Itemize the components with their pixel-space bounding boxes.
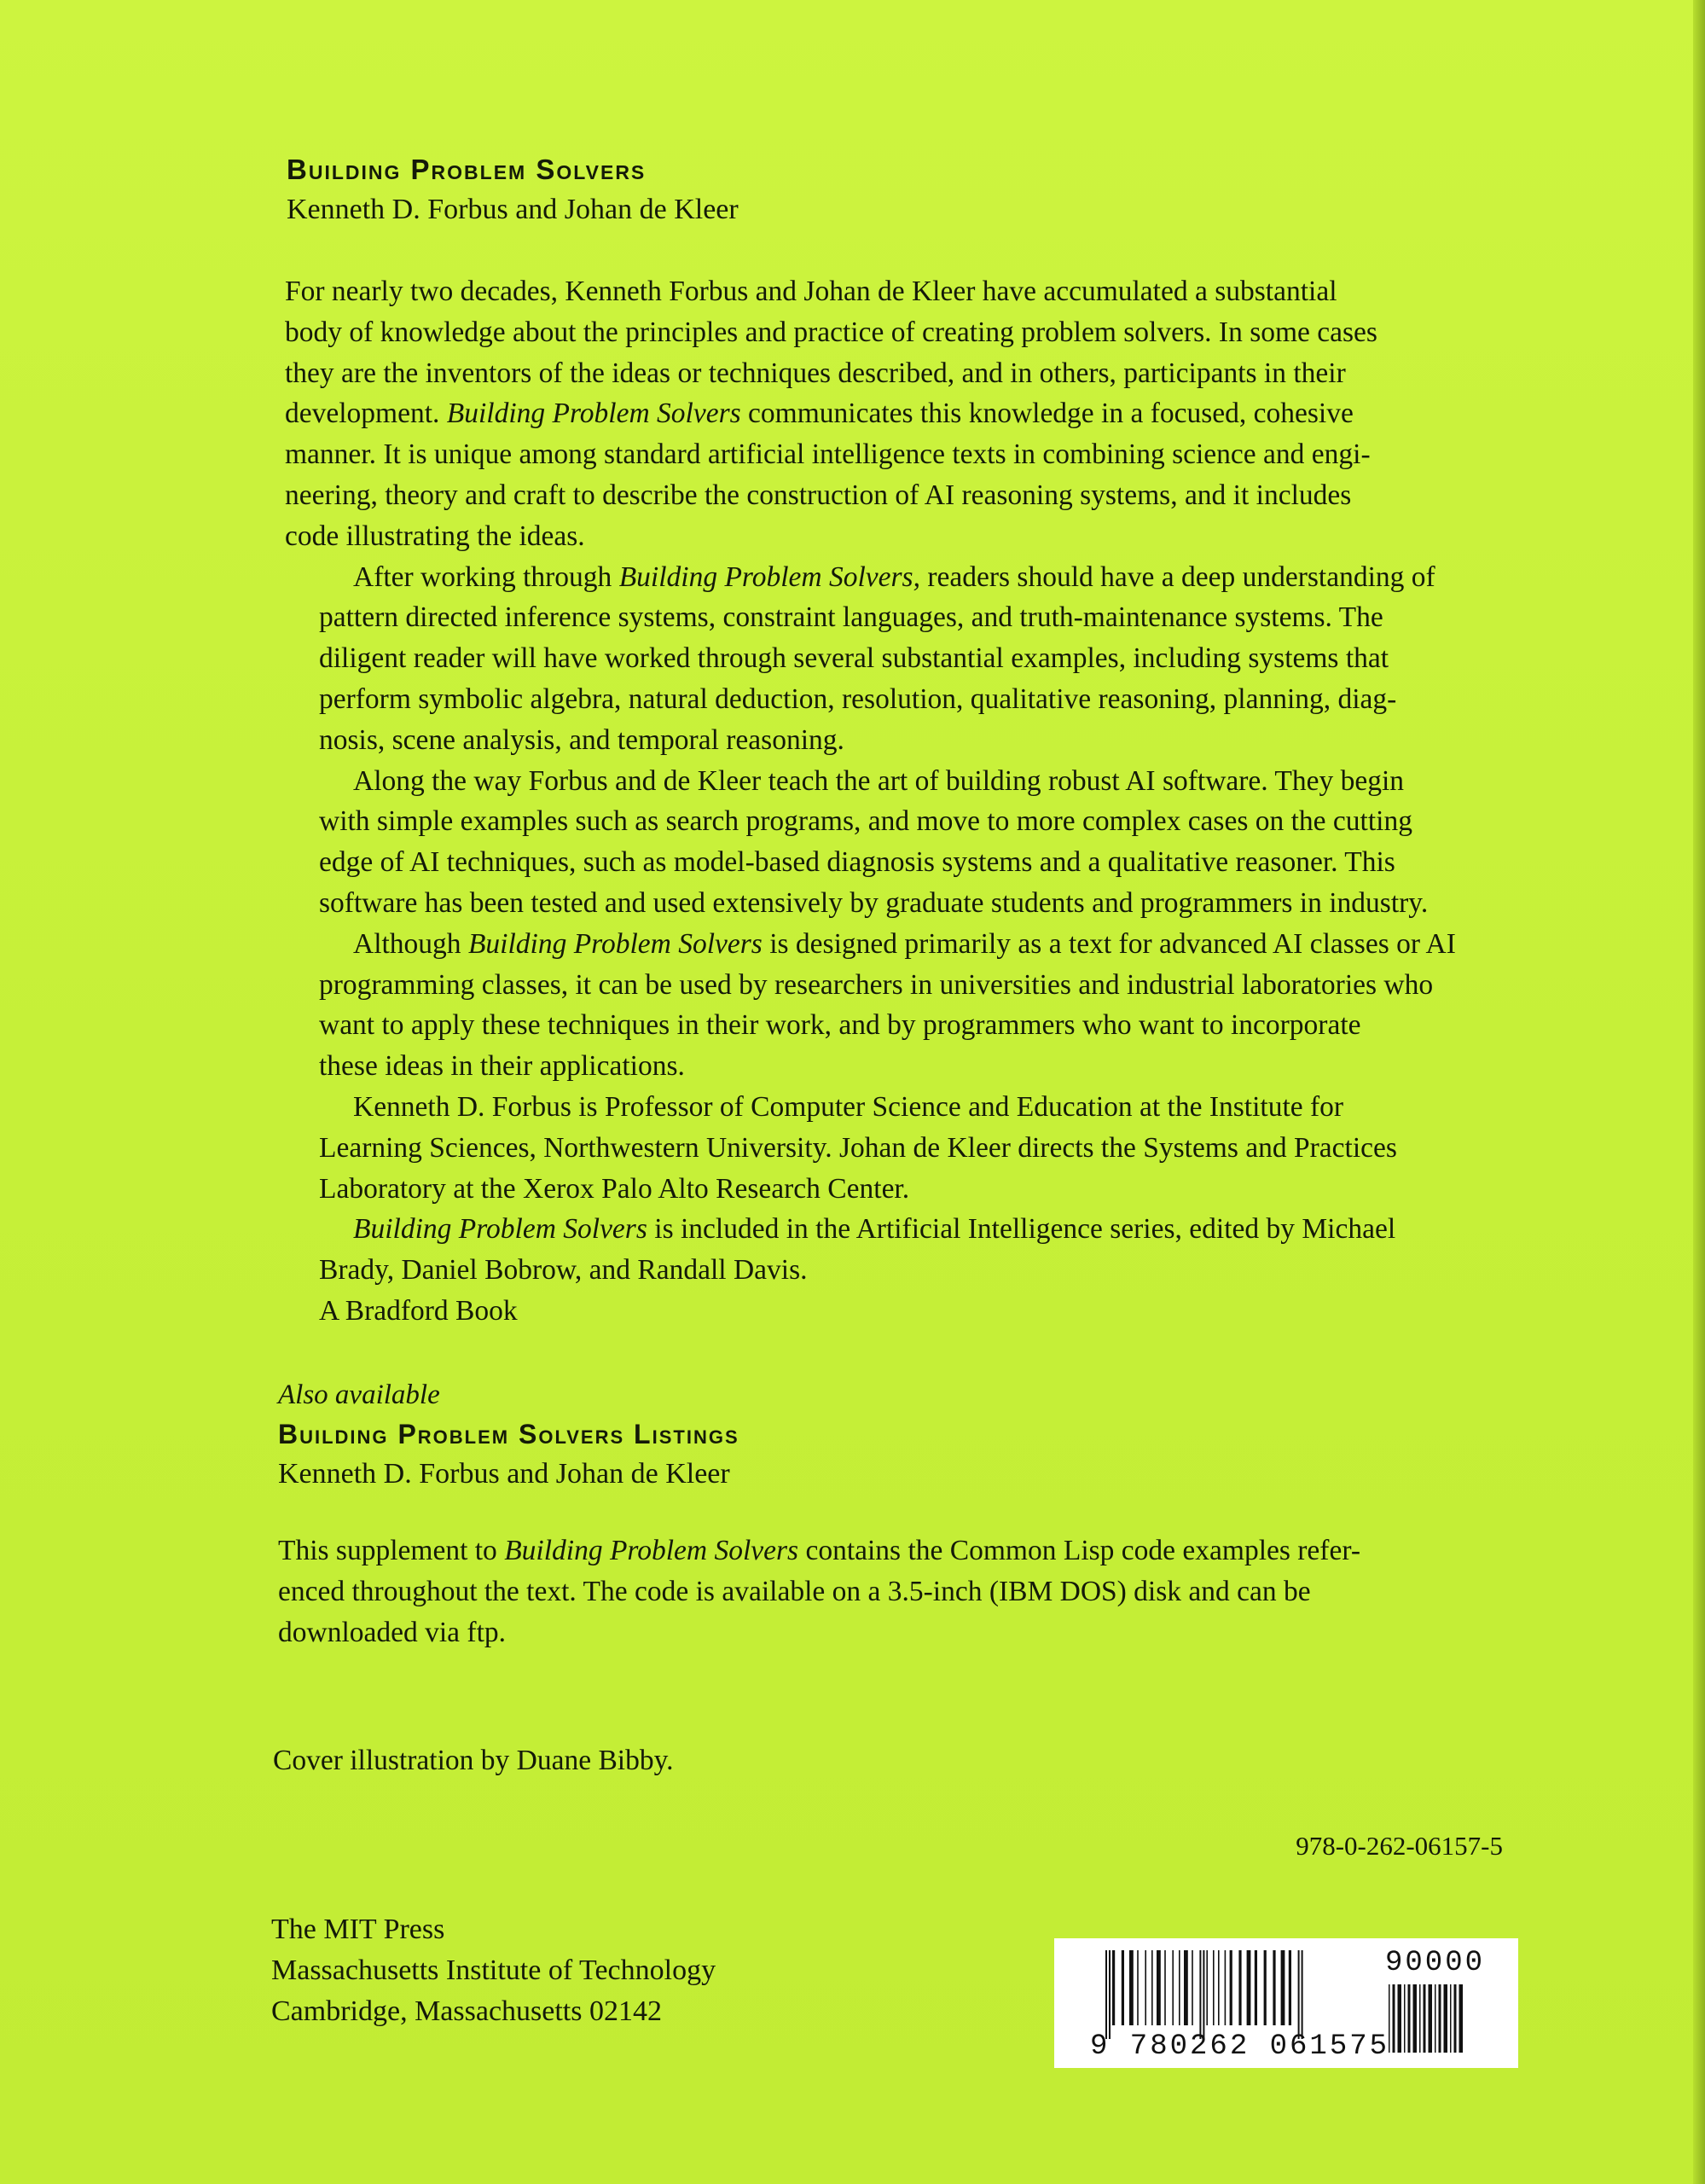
text-line: programming classes, it can be used by researchers in universities and industrial laboratories who <box>319 968 1434 1001</box>
italic-title: Building Problem Solvers, <box>618 561 920 593</box>
text-run: is included in the Artificial Intelligence series, edited by Michael <box>647 1213 1396 1246</box>
barcode-bar <box>1424 1984 1426 2053</box>
barcode-bar <box>1129 1950 1134 2025</box>
barcode-bar <box>1225 1950 1227 2025</box>
description <box>285 271 1522 1332</box>
text-run: development. <box>285 398 447 430</box>
publisher-address <box>271 1909 716 2032</box>
barcode-main-digits: 9 780262 061575 <box>1090 2030 1390 2063</box>
text-line: they are the inventors of the ideas or techniques described, and in others, participants in their <box>285 357 1346 389</box>
barcode-bar <box>1439 1984 1441 2053</box>
barcode-bar <box>1408 1984 1411 2053</box>
barcode-bar <box>1302 1950 1303 2039</box>
barcode-bar <box>1281 1950 1285 2025</box>
barcode-bar <box>1289 1950 1291 2025</box>
text-line: with simple examples such as search programs, and move to more complex cases on the cutting <box>319 805 1412 838</box>
text-line <box>285 924 1522 965</box>
barcode-bar <box>1145 1950 1146 2025</box>
barcode-bar <box>1122 1950 1124 2025</box>
paragraph-1 <box>285 271 1522 557</box>
barcode-bar <box>1435 1984 1436 2053</box>
barcode-bar <box>1429 1984 1433 2053</box>
barcode-bar <box>1255 1950 1257 2025</box>
italic-title: Building Problem Solvers <box>467 927 763 960</box>
text-line: downloaded via ftp. <box>278 1616 507 1648</box>
text-line: Along the way Forbus and de Kleer teach the art of building robust AI software. They begin <box>353 764 1405 797</box>
barcode-bar <box>1459 1984 1464 2053</box>
text-line: pattern directed inference systems, constraint languages, and truth-maintenance systems. The <box>319 601 1383 634</box>
text-line: diligent reader will have worked through several substantial examples, including systems that <box>319 642 1389 675</box>
paragraph-2 <box>285 557 1522 761</box>
barcode-bar <box>1109 1950 1111 2039</box>
barcode-bar <box>1164 1950 1166 2025</box>
barcode-bar <box>1179 1950 1180 2025</box>
listings-title: Building Problem Solvers Listings <box>278 1419 739 1449</box>
text-line: perform symbolic algebra, natural deduction, resolution, qualitative reasoning, planning, diag- <box>319 682 1397 715</box>
text-line: For nearly two decades, Kenneth Forbus and Johan de Kleer have accumulated a substantial <box>285 276 1337 307</box>
barcode-bar <box>1105 1950 1107 2039</box>
barcode-bar <box>1419 1984 1421 2053</box>
barcode-bar <box>1398 1984 1402 2053</box>
title-block <box>287 152 1532 230</box>
text-line: enced throughout the text. The code is available on a 3.5-inch (IBM DOS) disk and can be <box>278 1575 1311 1607</box>
paragraph-5 <box>285 1087 1522 1209</box>
publisher-city: Cambridge, Massachusetts 02142 <box>271 1995 662 2027</box>
text-line: Learning Sciences, Northwestern University. Johan de Kleer directs the Systems and Practices <box>319 1131 1397 1164</box>
barcode-bar <box>1172 1950 1174 2025</box>
barcode-bar <box>1192 1950 1193 2025</box>
cover-credit: Cover illustration by Duane Bibby. <box>273 1745 674 1776</box>
also-available-label: Also available <box>278 1380 440 1410</box>
barcode-label <box>1054 1938 1518 2068</box>
text-run: communicates this knowledge in a focused, cohesive <box>740 398 1354 430</box>
text-line: body of knowledge about the principles and practice of creating problem solvers. In some cases <box>285 316 1377 348</box>
text-line <box>285 393 1522 434</box>
barcode-bar <box>1393 1984 1395 2053</box>
text-line: manner. It is unique among standard artificial intelligence texts in combining science and engi- <box>285 439 1371 471</box>
text-line <box>278 1531 1523 1571</box>
supplement-paragraph <box>278 1531 1523 1653</box>
barcode-bar <box>1413 1984 1418 2053</box>
italic-title: Building Problem Solvers <box>353 1213 647 1246</box>
text-run: readers should have a deep understanding of <box>919 561 1435 593</box>
barcode-bar <box>1137 1950 1139 2025</box>
barcode-bar <box>1203 1950 1204 2039</box>
text-run: After working through <box>353 561 619 593</box>
paragraph-6 <box>285 1209 1522 1291</box>
barcode-bar <box>1454 1984 1457 2053</box>
barcode-bar <box>1157 1950 1161 2025</box>
text-run: This supplement to <box>278 1535 505 1566</box>
text-run: contains the Common Lisp code examples refer- <box>798 1535 1360 1566</box>
text-run: Although <box>353 927 468 960</box>
barcode-bar <box>1206 1950 1208 2025</box>
barcode-bar <box>1199 1950 1201 2039</box>
text-line: want to apply these techniques in their work, and by programmers who want to incorporate <box>319 1009 1361 1042</box>
barcode-bar <box>1238 1950 1241 2025</box>
publisher-institution: Massachusetts Institute of Technology <box>271 1955 716 1986</box>
barcode-bar <box>1444 1984 1448 2053</box>
italic-title: Building Problem Solvers <box>446 398 741 430</box>
barcode-bar <box>1404 1984 1406 2053</box>
text-line: nosis, scene analysis, and temporal reasoning. <box>319 723 844 756</box>
barcode-bar <box>1112 1950 1115 2025</box>
text-line <box>285 1209 1522 1250</box>
cover-edge <box>1693 0 1705 2184</box>
also-available-section <box>278 1375 1523 1653</box>
publisher-name: The MIT Press <box>271 1914 445 1945</box>
paragraph-7: A Bradford Book <box>319 1294 518 1327</box>
text-line: Kenneth D. Forbus is Professor of Computer Science and Education at the Institute for <box>353 1090 1344 1123</box>
barcode-bar <box>1218 1950 1220 2025</box>
barcode-bar <box>1450 1984 1452 2053</box>
text-run: is designed primarily as a text for advanced AI classes or AI <box>762 927 1456 960</box>
paragraph-4 <box>285 924 1522 1087</box>
text-line: these ideas in their applications. <box>319 1050 685 1083</box>
barcode-bar <box>1151 1950 1153 2025</box>
text-line: neering, theory and craft to describe the construction of AI reasoning systems, and it includes <box>285 479 1352 511</box>
text-line: edge of AI techniques, such as model-based diagnosis systems and a qualitative reasoner. This <box>319 846 1395 879</box>
barcode-bar <box>1247 1950 1251 2025</box>
book-title: Building Problem Solvers <box>287 154 647 185</box>
barcode-bar <box>1184 1950 1188 2025</box>
barcode-bar <box>1273 1950 1275 2025</box>
text-line: Laboratory at the Xerox Palo Alto Research Center. <box>319 1172 910 1205</box>
paragraph-3 <box>285 761 1522 924</box>
listings-authors: Kenneth D. Forbus and Johan de Kleer <box>278 1458 730 1490</box>
book-authors: Kenneth D. Forbus and Johan de Kleer <box>287 194 739 225</box>
barcode-bar <box>1213 1950 1215 2025</box>
barcode-bar <box>1230 1950 1232 2025</box>
text-line: software has been tested and used extensively by graduate students and programmers in industry. <box>319 886 1429 919</box>
text-line: code illustrating the ideas. <box>285 520 585 552</box>
text-line: Brady, Daniel Bobrow, and Randall Davis. <box>319 1254 808 1287</box>
barcode-addon-digits: 90000 <box>1385 1947 1486 1979</box>
italic-title: Building Problem Solvers <box>504 1535 799 1566</box>
isbn: 978-0-262-06157-5 <box>1296 1831 1503 1861</box>
barcode-bar <box>1264 1950 1267 2025</box>
text-line <box>285 557 1522 598</box>
barcode-bar <box>1298 1950 1300 2039</box>
